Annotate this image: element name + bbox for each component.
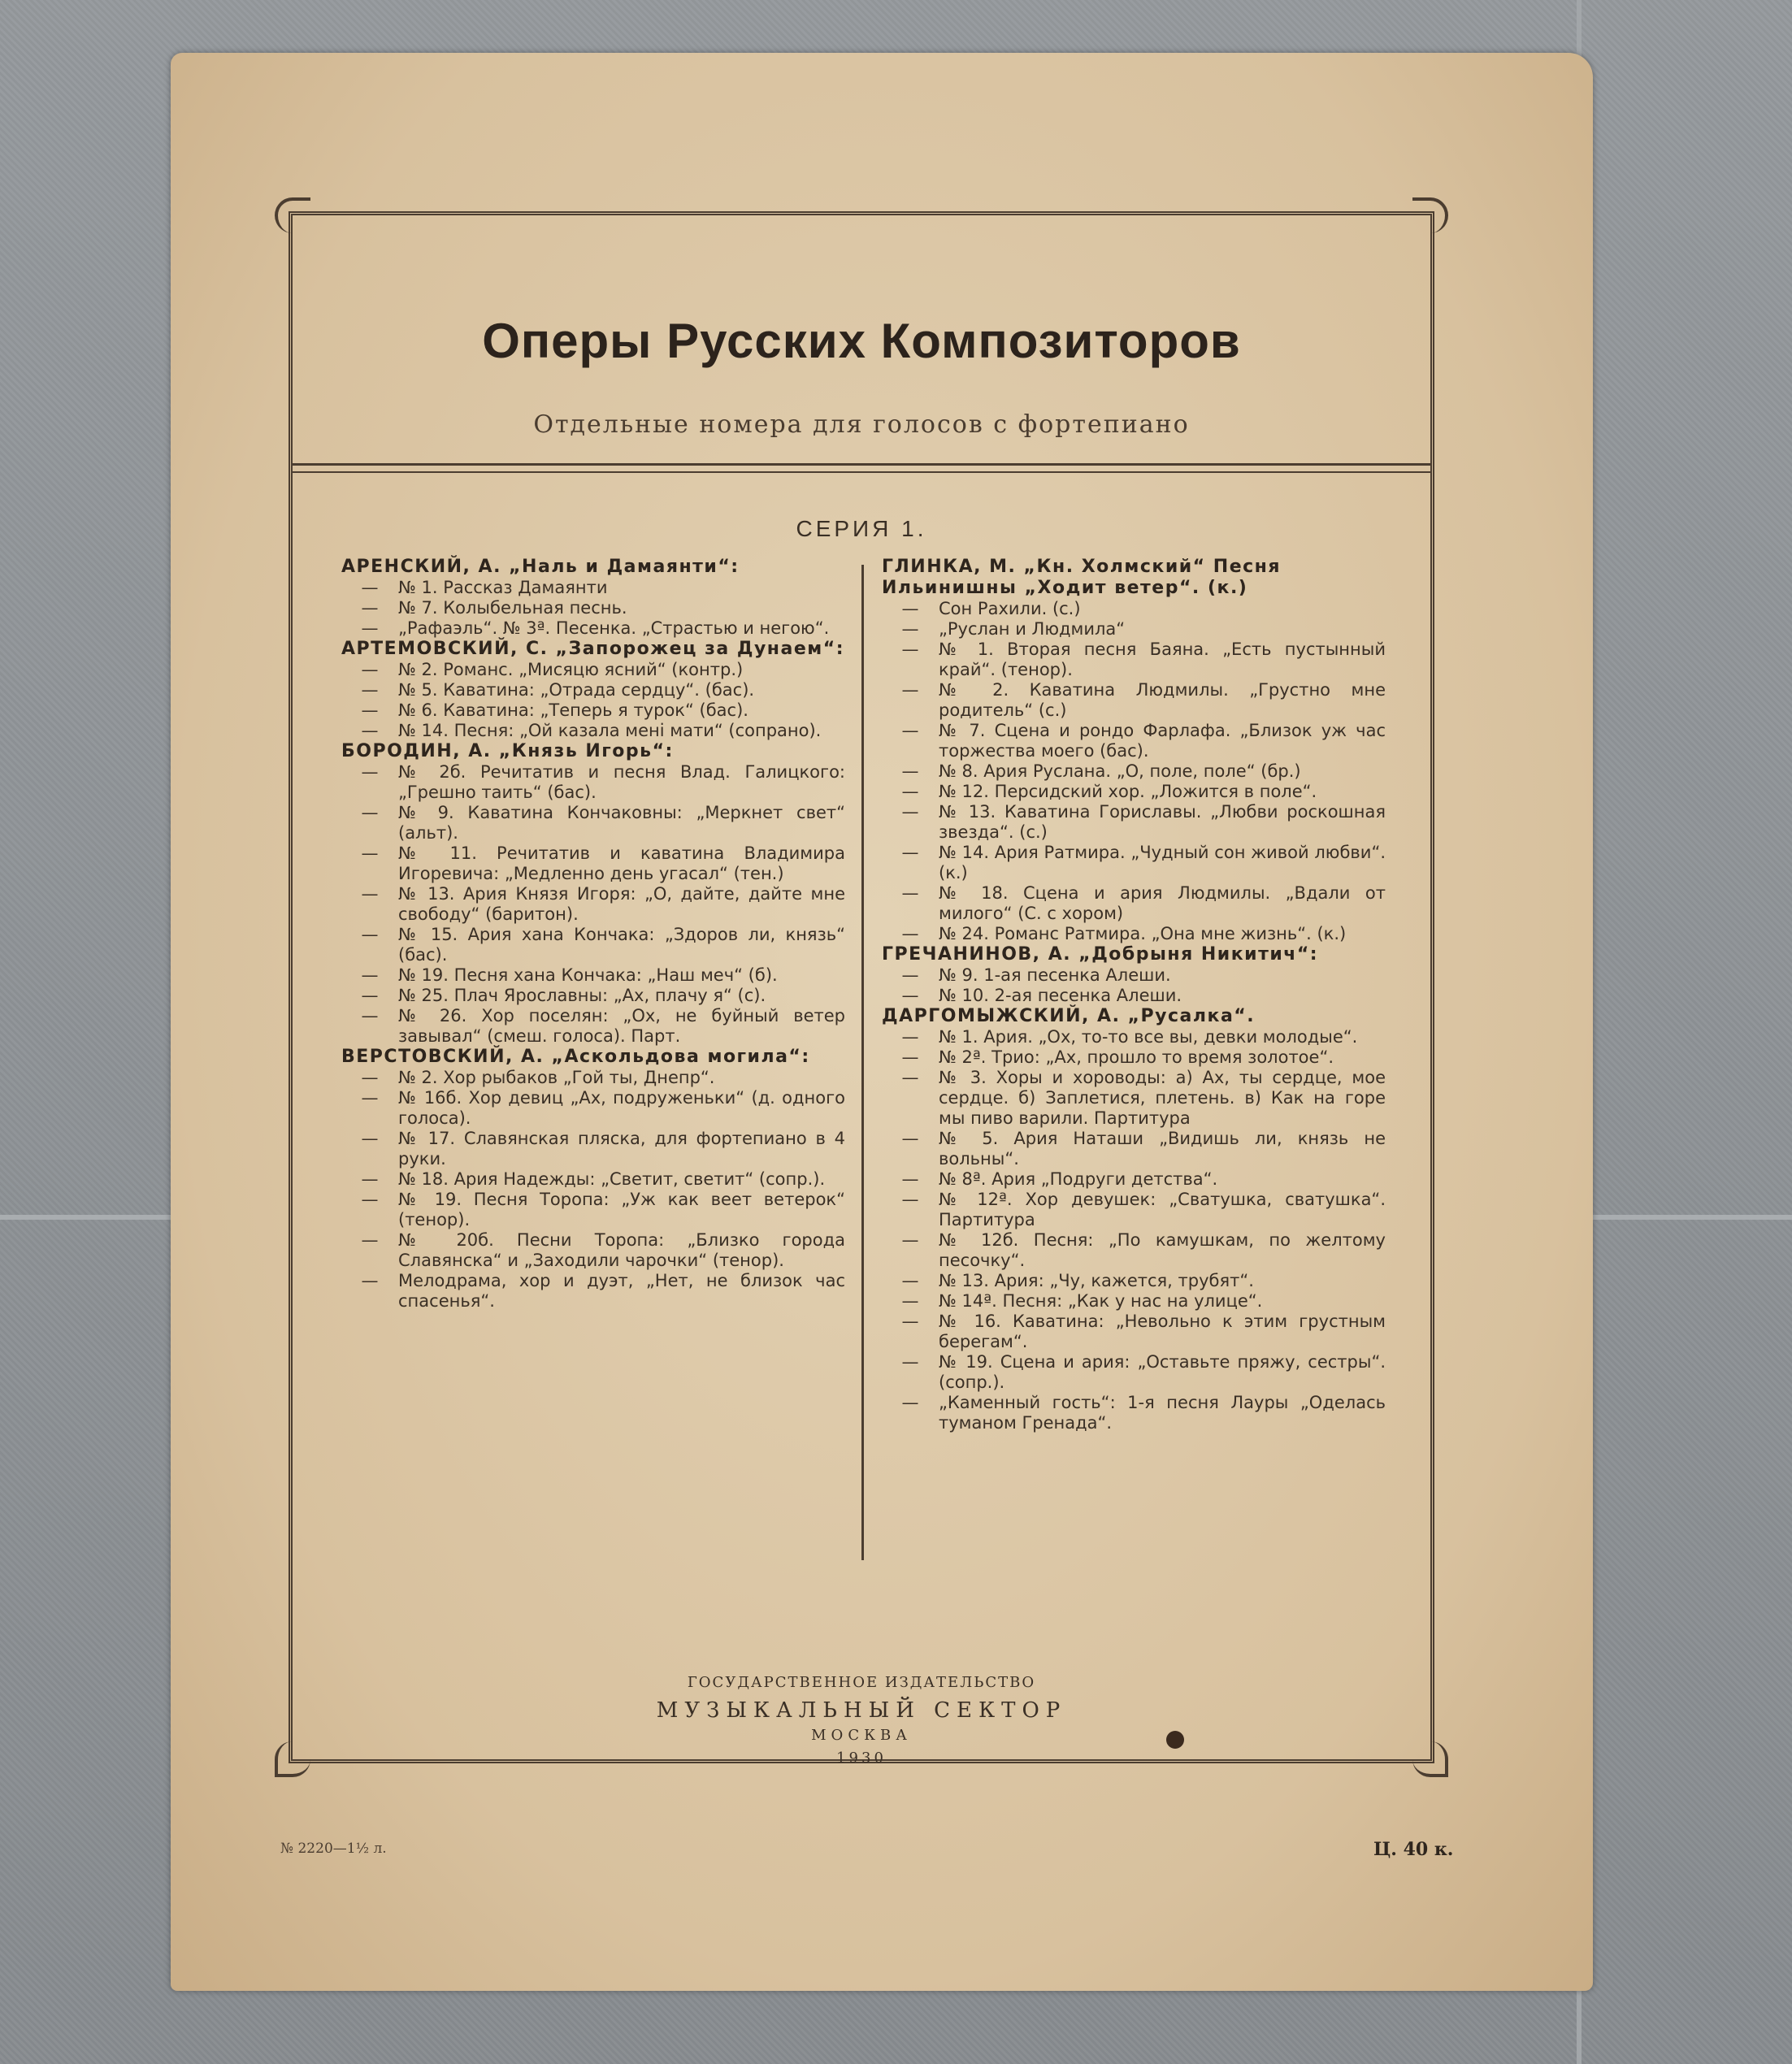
composer-heading: ВЕРСТОВСКИЙ, А. „Аскольдова могила“: bbox=[341, 1047, 810, 1067]
catalog-entry bbox=[882, 680, 1386, 721]
catalog-column-left bbox=[341, 557, 845, 1312]
entry-text: № 14. Ария Ратмира. „Чудный сон живой любви“. (к.) bbox=[939, 843, 1386, 882]
header-rule bbox=[293, 463, 1430, 466]
entry-dash: — bbox=[361, 1088, 379, 1108]
entry-dash: — bbox=[901, 680, 919, 700]
catalog-entry bbox=[341, 986, 845, 1006]
entry-dash: — bbox=[901, 599, 919, 618]
entry-dash: — bbox=[901, 1190, 919, 1209]
catalog-column-right bbox=[882, 557, 1386, 1433]
entry-dash: — bbox=[361, 762, 379, 782]
entry-dash: — bbox=[361, 598, 379, 618]
entry-dash: — bbox=[361, 1190, 379, 1209]
catalog-entry bbox=[341, 1006, 845, 1047]
entry-dash: — bbox=[361, 618, 379, 638]
catalog-entry bbox=[341, 1068, 845, 1088]
entry-dash: — bbox=[361, 925, 379, 944]
entry-text: № 7. Колыбельная песнь. bbox=[398, 598, 627, 618]
catalog-entry bbox=[341, 1088, 845, 1129]
composer-heading: АРЕНСКИЙ, А. „Наль и Дамаянти“: bbox=[341, 557, 740, 577]
entry-text: № 26. Хор поселян: „Ох, не буйный ветер завывал“ (смеш. голоса). Парт. bbox=[398, 1006, 845, 1046]
entry-dash: — bbox=[901, 802, 919, 822]
catalog-entry bbox=[341, 1230, 845, 1271]
entry-text: № 16б. Хор девиц „Ах, подруженьки“ (д. одного голоса). bbox=[398, 1088, 845, 1128]
entry-text: № 5. Каватина: „Отрада сердцу“. (бас). bbox=[398, 680, 755, 700]
catalog-entry bbox=[882, 782, 1386, 802]
entry-dash: — bbox=[901, 640, 919, 659]
page-title: Оперы Русских Композиторов bbox=[482, 314, 1241, 368]
catalog-entry bbox=[341, 598, 845, 618]
entry-dash: — bbox=[901, 1169, 919, 1189]
header-rule-thin bbox=[293, 471, 1430, 473]
entry-text: № 8. Ария Руслана. „О, поле, поле“ (бр.) bbox=[939, 761, 1301, 781]
entry-text: № 10. 2-ая песенка Алеши. bbox=[939, 986, 1182, 1005]
composer-heading: ГРЕЧАНИНОВ, А. „Добрыня Никитич“: bbox=[882, 944, 1319, 965]
catalog-number: № 2220—1½ л. bbox=[280, 1841, 387, 1857]
entry-text: Мелодрама, хор и дуэт, „Нет, не близок час спасенья“. bbox=[398, 1271, 845, 1311]
catalog-entry bbox=[882, 843, 1386, 883]
entry-dash: — bbox=[901, 1393, 919, 1412]
composer-heading: ДАРГОМЫЖСКИЙ, А. „Русалка“. bbox=[882, 1006, 1256, 1026]
entry-text: № 2. Хор рыбаков „Гой ты, Днепр“. bbox=[398, 1068, 715, 1087]
entry-text: № 13. Ария: „Чу, кажется, трубят“. bbox=[939, 1271, 1254, 1290]
catalog-entry bbox=[341, 700, 845, 721]
catalog-entry bbox=[341, 1190, 845, 1230]
entry-text: № 3. Хоры и хороводы: а) Ах, ты сердце, мое сердце. б) Заплетися, плетень. в) Как на горе мы пиво варили. Партитура bbox=[939, 1068, 1386, 1128]
catalog-entry bbox=[341, 925, 845, 965]
catalog-entry bbox=[882, 1129, 1386, 1169]
catalog-entry bbox=[882, 1068, 1386, 1129]
composer-heading: ГЛИНКА, М. „Кн. Холмский“ Песня Ильинишны „Ходит ветер“. (к.) bbox=[882, 557, 1282, 598]
publisher-city: МОСКВА bbox=[811, 1727, 912, 1744]
entry-dash: — bbox=[361, 578, 379, 597]
series-label: СЕРИЯ 1. bbox=[796, 516, 927, 541]
entry-text: № 20б. Песни Торопа: „Близко города Славянска“ и „Заходили чарочки“ (тенор). bbox=[398, 1230, 845, 1270]
entry-text: № 19. Песня хана Кончака: „Наш меч“ (б). bbox=[398, 965, 778, 985]
catalog-entry bbox=[882, 1393, 1386, 1433]
entry-text: № 19. Сцена и ария: „Оставьте пряжу, сестры“. (сопр.). bbox=[939, 1352, 1386, 1392]
catalog-entry bbox=[882, 965, 1386, 986]
catalog-entry bbox=[341, 803, 845, 843]
entry-dash: — bbox=[361, 965, 379, 985]
entry-text: № 18. Сцена и ария Людмилы. „Вдали от милого“ (С. с хором) bbox=[939, 883, 1386, 923]
entry-text: № 8ª. Ария „Подруги детства“. bbox=[939, 1169, 1218, 1189]
entry-text: № 1. Ария. „Ох, то-то все вы, девки молодые“. bbox=[939, 1027, 1358, 1047]
entry-text: № 15. Ария хана Кончака: „Здоров ли, князь“ (бас). bbox=[398, 925, 845, 965]
entry-dash: — bbox=[361, 843, 379, 863]
entry-dash: — bbox=[901, 924, 919, 943]
catalog-entry bbox=[341, 965, 845, 986]
entry-text: № 12ª. Хор девушек: „Сватушка, сватушка“. Партитура bbox=[939, 1190, 1386, 1229]
catalog-entry bbox=[341, 578, 845, 598]
entry-text: № 9. 1-ая песенка Алеши. bbox=[939, 965, 1171, 985]
catalog-entry bbox=[882, 883, 1386, 924]
catalog-entry bbox=[341, 884, 845, 925]
entry-text: № 14ª. Песня: „Как у нас на улице“. bbox=[939, 1291, 1263, 1311]
catalog-entry bbox=[341, 1169, 845, 1190]
entry-text: № 18. Ария Надежды: „Светит, светит“ (сопр.). bbox=[398, 1169, 826, 1189]
entry-dash: — bbox=[901, 1129, 919, 1148]
entry-dash: — bbox=[901, 883, 919, 903]
entry-dash: — bbox=[901, 843, 919, 862]
entry-dash: — bbox=[361, 680, 379, 700]
frame-corner-ornament bbox=[1412, 197, 1448, 233]
frame-corner-ornament bbox=[275, 197, 310, 233]
entry-text: № 13. Каватина Гориславы. „Любви роскошная звезда“. (с.) bbox=[939, 802, 1386, 842]
publication-year: 1930 bbox=[836, 1750, 887, 1767]
entry-dash: — bbox=[361, 660, 379, 679]
entry-dash: — bbox=[901, 1271, 919, 1290]
entry-dash: — bbox=[361, 1169, 379, 1189]
entry-dash: — bbox=[901, 782, 919, 801]
catalog-entry bbox=[882, 761, 1386, 782]
entry-dash: — bbox=[361, 884, 379, 904]
page-subtitle: Отдельные номера для голосов с фортепиано bbox=[533, 410, 1190, 439]
entry-dash: — bbox=[361, 721, 379, 740]
entry-text: № 16. Каватина: „Невольно к этим грустным берегам“. bbox=[939, 1312, 1386, 1351]
ink-stain bbox=[1166, 1731, 1184, 1749]
entry-text: „Каменный гость“: 1-я песня Лауры „Оделась туманом Гренада“. bbox=[939, 1393, 1386, 1433]
catalog-entry bbox=[341, 843, 845, 884]
entry-dash: — bbox=[901, 721, 919, 740]
entry-text: № 6. Каватина: „Теперь я турок“ (бас). bbox=[398, 700, 748, 720]
entry-text: № 1. Вторая песня Баяна. „Есть пустынный край“. (тенор). bbox=[939, 640, 1386, 679]
entry-text: № 12б. Песня: „По камушкам, по желтому песочку“. bbox=[939, 1230, 1386, 1270]
catalog-entry bbox=[341, 1271, 845, 1312]
catalog-entry bbox=[341, 618, 845, 639]
entry-dash: — bbox=[901, 1352, 919, 1372]
entry-text: № 5. Ария Наташи „Видишь ли, князь не вольны“. bbox=[939, 1129, 1386, 1169]
ornamental-frame bbox=[289, 211, 1434, 1767]
catalog-entry bbox=[341, 660, 845, 680]
catalog-entry bbox=[882, 599, 1386, 619]
catalog-entry bbox=[882, 619, 1386, 640]
entry-text: № 24. Романс Ратмира. „Она мне жизнь“. (к.) bbox=[939, 924, 1347, 943]
catalog-entry bbox=[882, 1352, 1386, 1393]
entry-text: № 2ª. Трио: „Ах, прошло то время золотое“. bbox=[939, 1047, 1334, 1067]
entry-text: № 7. Сцена и рондо Фарлафа. „Близок уж час торжества моего (бас). bbox=[939, 721, 1386, 761]
entry-dash: — bbox=[361, 1006, 379, 1025]
entry-dash: — bbox=[901, 619, 919, 639]
catalog-entry bbox=[882, 1291, 1386, 1312]
entry-dash: — bbox=[901, 1312, 919, 1331]
entry-dash: — bbox=[361, 1129, 379, 1148]
column-divider bbox=[861, 565, 864, 1560]
catalog-entry bbox=[341, 721, 845, 741]
entry-dash: — bbox=[901, 986, 919, 1005]
entry-text: № 2б. Речитатив и песня Влад. Галицкого: „Грешно таить“ (бас). bbox=[398, 762, 845, 802]
catalog-entry bbox=[882, 1190, 1386, 1230]
catalog-entry bbox=[882, 1230, 1386, 1271]
entry-dash: — bbox=[361, 1271, 379, 1290]
catalog-entry bbox=[341, 762, 845, 803]
composer-heading: БОРОДИН, А. „Князь Игорь“: bbox=[341, 741, 674, 761]
catalog-entry bbox=[882, 924, 1386, 944]
entry-text: № 17. Славянская пляска, для фортепиано в 4 руки. bbox=[398, 1129, 845, 1169]
entry-dash: — bbox=[901, 1027, 919, 1047]
entry-dash: — bbox=[901, 1291, 919, 1311]
price-label: Ц. 40 к. bbox=[1373, 1839, 1454, 1860]
entry-text: № 25. Плач Ярославны: „Ах, плачу я“ (с). bbox=[398, 986, 766, 1005]
catalog-entry bbox=[882, 1027, 1386, 1047]
entry-text: № 2. Каватина Людмилы. „Грустно мне родитель“ (с.) bbox=[939, 680, 1386, 720]
entry-dash: — bbox=[361, 986, 379, 1005]
entry-dash: — bbox=[361, 1230, 379, 1250]
entry-dash: — bbox=[901, 1068, 919, 1087]
catalog-entry bbox=[882, 640, 1386, 680]
entry-text: № 9. Каватина Кончаковны: „Меркнет свет“ (альт). bbox=[398, 803, 845, 843]
entry-dash: — bbox=[361, 700, 379, 720]
composer-heading: АРТЕМОВСКИЙ, С. „Запорожец за Дунаем“: bbox=[341, 639, 844, 659]
catalog-entry bbox=[882, 721, 1386, 761]
entry-text: Сон Рахили. (с.) bbox=[939, 599, 1081, 618]
entry-dash: — bbox=[901, 965, 919, 985]
publisher-name: ГОСУДАРСТВЕННОЕ ИЗДАТЕЛЬСТВО bbox=[687, 1674, 1036, 1691]
entry-dash: — bbox=[361, 803, 379, 822]
entry-dash: — bbox=[361, 1068, 379, 1087]
entry-text: № 2. Романс. „Мисяцю ясний“ (контр.) bbox=[398, 660, 744, 679]
catalog-entry bbox=[882, 986, 1386, 1006]
catalog-entry bbox=[341, 1129, 845, 1169]
catalog-entry bbox=[882, 1312, 1386, 1352]
catalog-entry bbox=[882, 1271, 1386, 1291]
entry-dash: — bbox=[901, 1230, 919, 1250]
entry-text: № 1. Рассказ Дамаянти bbox=[398, 578, 608, 597]
entry-text: № 13. Ария Князя Игоря: „О, дайте, дайте мне свободу“ (баритон). bbox=[398, 884, 845, 924]
entry-dash: — bbox=[901, 761, 919, 781]
sheet-music-back-cover bbox=[171, 53, 1593, 1991]
catalog-entry bbox=[882, 1169, 1386, 1190]
entry-text: № 11. Речитатив и каватина Владимира Игоревича: „Медленно день угасал“ (тен.) bbox=[398, 843, 845, 883]
entry-text: „Руслан и Людмила“ bbox=[939, 619, 1126, 639]
entry-text: „Рафаэль“. № 3ª. Песенка. „Страстью и негою“. bbox=[398, 618, 830, 638]
entry-text: № 12. Персидский хор. „Ложится в поле“. bbox=[939, 782, 1317, 801]
publisher-sector: МУЗЫКАЛЬНЫЙ СЕКТОР bbox=[656, 1698, 1067, 1723]
catalog-entry bbox=[341, 680, 845, 700]
entry-text: № 14. Песня: „Ой казала мені мати“ (сопрано). bbox=[398, 721, 822, 740]
entry-dash: — bbox=[901, 1047, 919, 1067]
entry-text: № 19. Песня Торопа: „Уж как веет ветерок“ (тенор). bbox=[398, 1190, 845, 1229]
catalog-entry bbox=[882, 802, 1386, 843]
catalog-entry bbox=[882, 1047, 1386, 1068]
